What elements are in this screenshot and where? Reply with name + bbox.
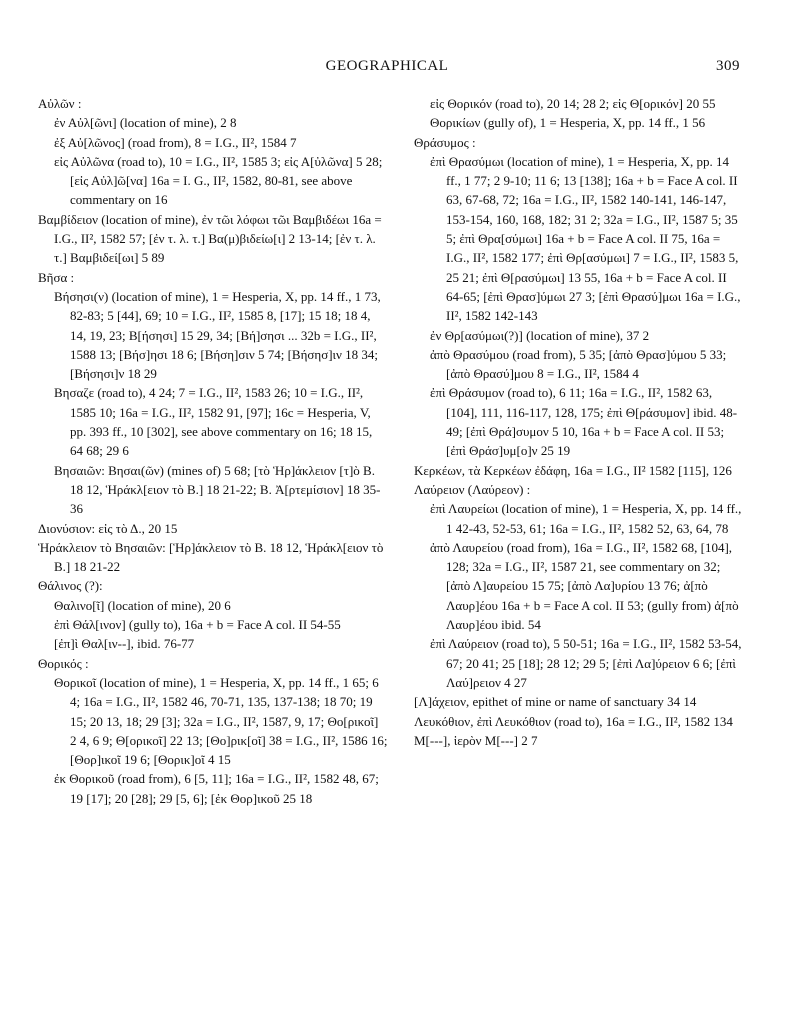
index-subentry: ἐπὶ Λαυρείωι (location of mine), 1 = Hesperia, X, pp. 14 ff., 1 42-43, 52-53, 61; 16a = I.G., II², 1582 52, 63, 64, 78 (430, 501, 745, 536)
index-entry: [Λ]άχειον, epithet of mine or name of sanctuary 34 14 (414, 694, 697, 710)
index-entry: Μ[---], ἱερὸν Μ[---] 2 7 (414, 732, 538, 748)
page-header (34, 58, 740, 78)
index-heading: Αὐλῶν : (38, 96, 82, 111)
index-subentry: εἰς Θορικόν (road to), 20 14; 28 2; εἰς Θ[ορικόν] 20 55 (430, 96, 716, 111)
index-entry: Διονύσιον: εἰς τὸ Δ., 20 15 (38, 520, 178, 536)
index-subentry: ἀπὸ Θρασύμου (road from), 5 35; [ἀπὸ Θρασ]ύμου 5 33; [ἀπὸ Θρασύ]μου 8 = I.G., II², 1584 4 (430, 346, 730, 382)
index-subentry: Βήσησι(ν) (location of mine), 1 = Hesperia, X, pp. 14 ff., 1 73, 82-83; 5 [44], 69; 10 = I.G., II², 1585 8, [17]; 15 18; 18 4, 14, 19, 23; B[ήσησι] 15 29, 34; [Βή]σησι ... 32b = I.G., II², 1588 13; [Βήσ]ησι 18 6; [Βήση]σιν 5 74; [Βήσησ]ιν 18 34; [Βήσησι]ν 18 29 (54, 288, 385, 382)
index-heading: Βῆσα : (38, 269, 75, 285)
index-subentry: ἐπὶ Θάλ[ινον] (gully to), 16a + b = Face A col. II 54-55 (54, 617, 341, 633)
index-entry: Κερκέων, τὰ Κερκέων ἐδάφη, 16a = I.G., II² 1582 [115], 126 (414, 462, 732, 478)
index-subentry: ἐν Αὐλ[ῶνι] (location of mine), 2 8 (54, 115, 237, 131)
running-title: GEOGRAPHICAL (325, 58, 449, 74)
index-entry: Ἡράκλειον τὸ Βησαιῶν: [Ἡρ]άκλειον τὸ Β. 18 12, Ἡράκλ[ειον τὸ Β.] 18 21-22 (38, 539, 387, 575)
index-heading: Θάλινος (?): (38, 578, 103, 594)
index-heading: Θορικός : (38, 655, 89, 671)
page-number: 309 (716, 58, 740, 74)
right-column (414, 94, 745, 750)
index-subentry: Βησαζε (road to), 4 24; 7 = I.G., II², 1583 26; 10 = I.G., II², 1585 10; 16a = I.G., II², 1582 91, [97]; 16c = Hesperia, V, pp. 393 ff., 10 [302], see above commentary on 16; 18 15, 64 68; 29 6 (54, 385, 376, 459)
index-subentry: εἰς Αὐλῶνα (road to), 10 = I.G., II², 1585 3; εἰς Α[ὐλῶνα] 5 28; [εἰς Αὐλ]ῶ[να] 16a = I. G., II², 1582, 80-81, see above commentary on 16 (54, 153, 386, 208)
index-heading: Λαύρειον (Λαύρεον) : (414, 481, 531, 497)
index-subentry: ἐπὶ Λαύρειον (road to), 5 50-51; 16a = I.G., II², 1582 53-54, 67; 20 41; 25 [18]; 28 12; 29 5; [ἐπὶ Λα]ύρειον 6 6; [ἐπὶ Λαύ]ρειον 4 27 (430, 636, 745, 690)
index-entry: Βαμβίδειον (location of mine), ἐν τῶι λόφωι τῶι Βαμβιδέωι 16a = I.G., II², 1582 57; [ἐν τ. λ. τ.] Βα(μ)βιδείω[ι] 2 13-14; [ἐν τ. λ. τ.] Βαμβιδεί[ωι] 5 89 (38, 211, 385, 266)
index-subentry: [ἐπ]ὶ Θαλ[ιν--], ibid. 76-77 (54, 636, 195, 652)
index-subentry: ἐπὶ Θράσυμον (road to), 6 11; 16a = I.G., II², 1582 63, [104], 111, 116-117, 128, 175; ἐπὶ Θ[ράσυμον] ibid. 48-49; [ἐπὶ Θρά]συμον 5 10, 16a + b = Face A col. II 53; [ἐπὶ Θράσ]υμ[ο]ν 25 19 (430, 385, 738, 459)
index-subentry: ἐξ Αὐ[λῶνος] (road from), 8 = I.G., II², 1584 7 (54, 134, 297, 150)
index-subentry: ἀπὸ Λαυρείου (road from), 16a = I.G., II², 1582 68, [104], 128; 32a = I.G., II², 1587 21, see commentary on 32; [ἀπὸ Λ]αυρείου 15 75; [ἀπὸ Λα]υρίου 13 76; ἀ[πὸ Λαυρ]έου 16a + b = Face A col. II 53; (gully from) ἀ[πὸ Λαυρ]έου ibid. 54 (430, 539, 742, 633)
index-subentry: ἐκ Θορικοῦ (road from), 6 [5, 11]; 16a = I.G., II², 1582 48, 67; 19 [17]; 20 [28]; 29 [5, 6]; [ἐκ Θορ]ικοῦ 25 18 (54, 771, 383, 806)
left-column (38, 94, 391, 808)
index-subentry: ἐπὶ Θρασύμωι (location of mine), 1 = Hesperia, X, pp. 14 ff., 1 77; 2 9-10; 11 6; 13 [138]; 16a + b = Face A col. II 63, 67-68, 72; 16a = I.G., II², 1582 140-141, 146-147, 153-154, 160, 168, 182; 31 2; 32a = I.G., II², 1587 5; 35 5; ἐπὶ Θρα[σύμωι] 16a + b = Face A col. II 75, 16a = I.G., II², 1582 177; ἐπὶ Θρ[ασύμωι] 7 = I.G., II², 1583 5, 25 21; ἐπὶ Θ[ρασύμωι] 13 55, 16a + b = Face A col. II 64-65; [ἐπὶ Θρασ]ύμωι 27 3; [ἐπὶ Θρασύ]μωι 16a = I.G., II², 1582 142-143 (430, 153, 744, 324)
index-subentry: Θαλινο[ῖ] (location of mine), 20 6 (54, 597, 231, 613)
index-subentry: ἐν Θρ[ασύμωι(?)] (location of mine), 37 2 (430, 327, 650, 343)
index-entry: Λευκόθιον, ἐπὶ Λευκόθιον (road to), 16a = I.G., II², 1582 134 (414, 713, 733, 729)
index-subentry: Θορικίων (gully of), 1 = Hesperia, X, pp. 14 ff., 1 56 (430, 115, 706, 131)
index-heading: Θράσυμος : (414, 134, 476, 150)
index-subentry: Θορικοῖ (location of mine), 1 = Hesperia, X, pp. 14 ff., 1 65; 6 4; 16a = I.G., II², 1582 46, 70-71, 135, 137-138; 18 70; 19 15; 20 13, 18; 29 [3]; 32a = I.G., II², 1587, 9, 17; Θο[ρικοῖ] 2 4, 6 9; Θ[ορικοῖ] 22 13; [Θο]ρικ[οῖ] 38 = I.G., II², 1586 16; [Θορ]ικοῖ 19 6; [Θορικ]οῖ 4 15 (54, 674, 391, 768)
index-subentry: Βησαιῶν: Βησαι(ῶν) (mines of) 5 68; [τὸ Ἡρ]άκλειον [τ]ὸ Β. 18 12, Ἡράκλ[ειον τὸ Β.] 18 21-22; Β. Ἀ[ρτεμίσιον] 18 35-36 (54, 462, 381, 517)
